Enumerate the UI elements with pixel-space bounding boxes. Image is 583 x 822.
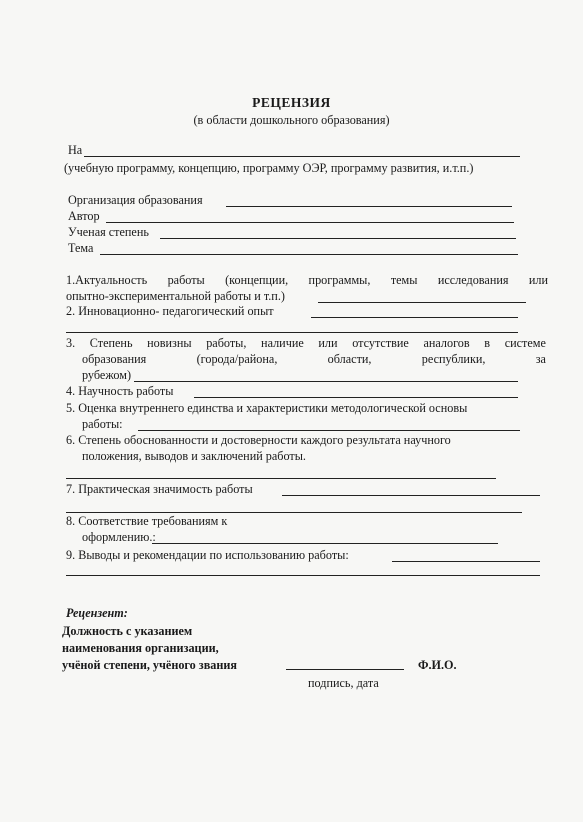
degree-line[interactable] bbox=[160, 238, 516, 239]
item-3-line-2: образования (города/района, области, республики, за bbox=[82, 352, 546, 366]
item-1-line-1: 1.Актуальность работы (концепции, программы, темы исследования или bbox=[66, 273, 548, 287]
organization-line[interactable] bbox=[226, 206, 512, 207]
item-2-extra-line[interactable] bbox=[66, 332, 518, 333]
item-5-line-2: работы: bbox=[82, 417, 123, 431]
signature-line[interactable] bbox=[286, 669, 404, 670]
topic-label: Тема bbox=[68, 241, 94, 255]
degree-label: Ученая степень bbox=[68, 225, 149, 239]
item-5-line-1: 5. Оценка внутреннего единства и характеристики методологической основы bbox=[66, 401, 468, 415]
na-line[interactable] bbox=[84, 156, 520, 157]
topic-line[interactable] bbox=[100, 254, 518, 255]
item-9-extra-line[interactable] bbox=[66, 575, 540, 576]
item-5-answer-line[interactable] bbox=[138, 430, 520, 431]
item-6-line-2: положения, выводов и заключений работы. bbox=[82, 449, 306, 463]
item-6-line-1: 6. Степень обоснованности и достоверности каждого результата научного bbox=[66, 433, 451, 447]
item-8-answer-line[interactable] bbox=[152, 543, 498, 544]
position-line-1: Должность с указанием bbox=[62, 624, 193, 638]
signature-hint: подпись, дата bbox=[308, 676, 379, 690]
item-4-answer-line[interactable] bbox=[194, 397, 518, 398]
item-4: 4. Научность работы bbox=[66, 384, 174, 398]
reviewer-label: Рецензент: bbox=[66, 606, 128, 620]
fio-label: Ф.И.О. bbox=[418, 658, 457, 672]
item-6-answer-line[interactable] bbox=[66, 478, 496, 479]
item-3-line-3: рубежом) bbox=[82, 368, 132, 382]
item-8-line-1: 8. Соответствие требованиям к bbox=[66, 514, 228, 528]
item-3-answer-line[interactable] bbox=[134, 381, 518, 382]
item-7-answer-line[interactable] bbox=[282, 495, 540, 496]
item-9: 9. Выводы и рекомендации по использованию работы: bbox=[66, 548, 349, 562]
item-2-answer-line[interactable] bbox=[311, 317, 518, 318]
item-9-answer-line[interactable] bbox=[392, 561, 540, 562]
item-2: 2. Инновационно- педагогический опыт bbox=[66, 304, 274, 318]
item-3-line-1: 3. Степень новизны работы, наличие или отсутствие аналогов в системе bbox=[66, 336, 546, 350]
position-line-3: учёной степени, учёного звания bbox=[62, 658, 238, 672]
organization-label: Организация образования bbox=[68, 193, 203, 207]
item-1-line-2: опытно-экспериментальной работы и т.п.) bbox=[66, 289, 285, 303]
item-8-line-2: оформлению.: bbox=[82, 530, 156, 544]
item-7-extra-line[interactable] bbox=[66, 512, 522, 513]
position-line-2: наименования организации, bbox=[62, 641, 219, 655]
na-label: На bbox=[68, 143, 83, 157]
author-label: Автор bbox=[68, 209, 100, 223]
author-line[interactable] bbox=[106, 222, 514, 223]
document-subtitle: (в области дошкольного образования) bbox=[193, 113, 390, 127]
item-1-answer-line[interactable] bbox=[318, 302, 526, 303]
document-title: РЕЦЕНЗИЯ bbox=[252, 95, 331, 110]
na-hint: (учебную программу, концепцию, программу ОЭР, программу развития, и.т.п.) bbox=[64, 161, 474, 175]
item-7: 7. Практическая значимость работы bbox=[66, 482, 253, 496]
